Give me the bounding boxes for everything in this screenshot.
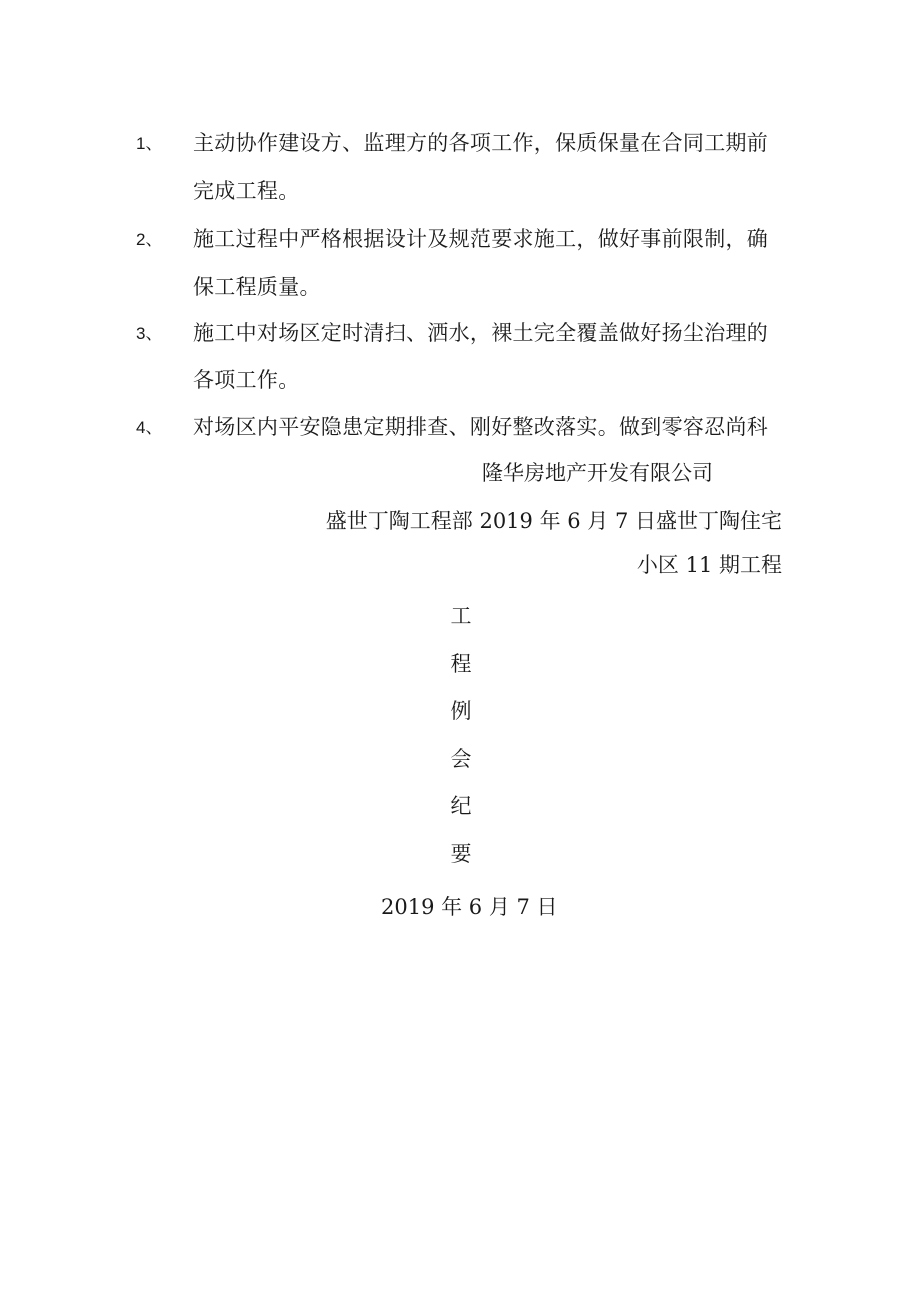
item-3-number: 3、 (136, 324, 163, 343)
item-1-line-1: 主动协作建设方、监理方的各项工作，保质保量在合同工期前 (193, 131, 769, 155)
item-2-line-2: 保工程质量。 (193, 275, 321, 299)
item-3-line-1: 施工中对场区定时清扫、洒水，裸土完全覆盖做好扬尘治理的 (193, 321, 769, 345)
item-2-number: 2、 (136, 230, 163, 249)
vertical-title-char-1: 工 (450, 604, 472, 628)
department-date-line: 盛世丁陶工程部 2019 年 6 月 7 日盛世丁陶住宅 (325, 509, 782, 533)
vertical-title-char-5: 纪 (450, 794, 472, 818)
item-1-number: 1、 (136, 134, 163, 153)
company-name: 隆华房地产开发有限公司 (482, 461, 713, 485)
item-4-number: 4、 (136, 418, 163, 437)
vertical-title-char-4: 会 (450, 747, 472, 771)
project-line: 小区 11 期工程 (636, 553, 782, 577)
item-2-line-1: 施工过程中严格根据设计及规范要求施工，做好事前限制，确 (193, 227, 769, 251)
vertical-title-char-6: 要 (450, 842, 472, 866)
meeting-date: 2019 年 6 月 7 日 (381, 895, 558, 919)
item-3-line-2: 各项工作。 (193, 368, 300, 392)
vertical-title-char-3: 例 (450, 699, 472, 723)
vertical-title-char-2: 程 (450, 652, 472, 676)
item-1-line-2: 完成工程。 (193, 179, 300, 203)
item-4-line-1: 对场区内平安隐患定期排查、刚好整改落实。做到零容忍尚科 (193, 415, 769, 439)
